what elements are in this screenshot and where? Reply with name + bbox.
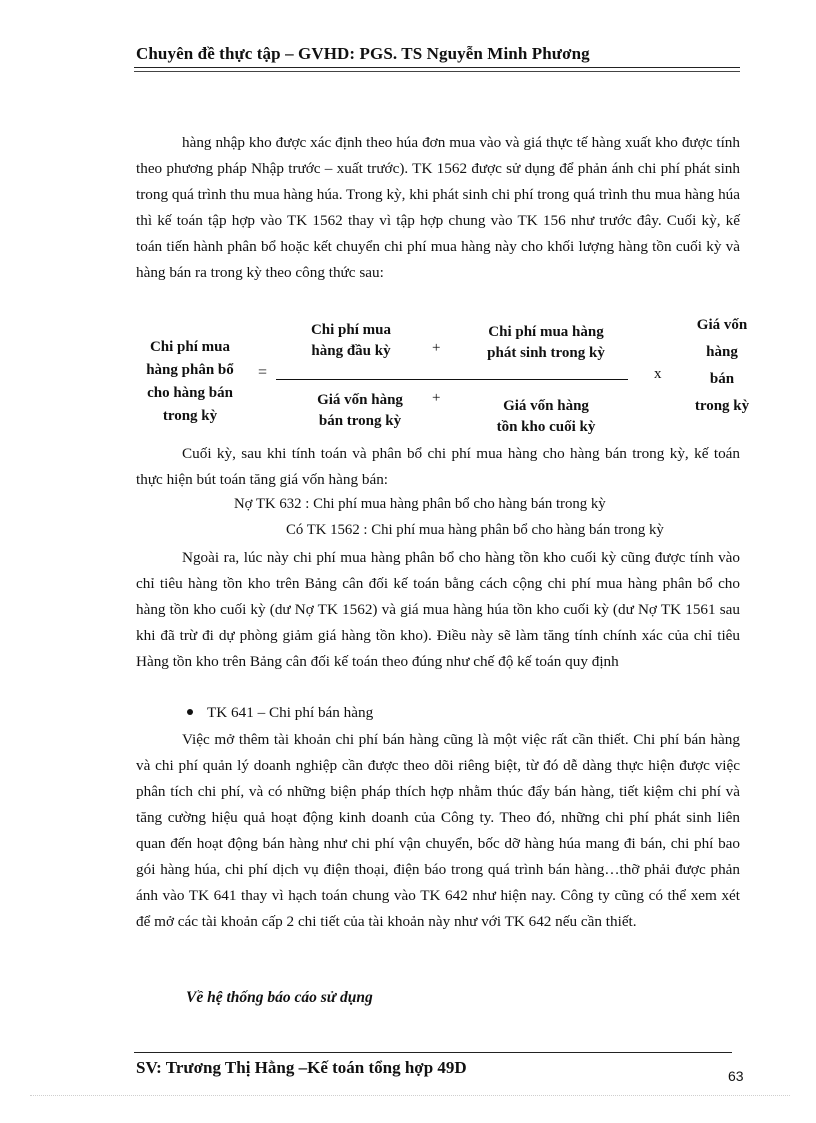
- formula-lhs: [136, 336, 244, 428]
- formula-lhs-line: trong kỳ: [162, 408, 218, 424]
- paragraph-2-block: [136, 441, 740, 493]
- formula-numerator-2: [466, 322, 626, 364]
- header-rule: [134, 67, 740, 68]
- formula-equals: =: [258, 364, 268, 381]
- journal-entry-credit: Có TK 1562 : Chi phí mua hàng phân bổ cho hàng bán trong kỳ: [286, 522, 664, 538]
- formula-text-line: hàng: [706, 344, 738, 360]
- page-header: Chuyên đề thực tập – GVHD: PGS. TS Nguyễn Minh Phương: [136, 44, 590, 63]
- formula-multiplier: [682, 312, 762, 420]
- formula-text-line: Giá vốn hàng: [317, 392, 403, 408]
- header-rule-thin: [134, 71, 740, 72]
- bullet-text: TK 641 – Chi phí bán hàng: [207, 704, 374, 721]
- formula-denominator-1: [296, 390, 424, 432]
- paragraph-3: Ngoài ra, lúc này chi phí mua hàng phân bổ cho hàng tồn kho cuối kỳ cũng được tính vào chỉ tiêu hàng tồn kho trên Bảng cân đối kế toán bằng cách cộng chi phí mua hàng phân bổ cho hàng tồn kho cuối kỳ (dư Nợ TK 1562) và giá mua hàng húa tồn kho cuối kỳ (dư Nợ TK 1561 sau khi đã trừ đi dự phòng giảm giá hàng tồn kho). Điều này sẽ làm tăng tính chính xác của chỉ tiêu Hàng tồn kho trên Bảng cân đối kế toán theo đúng như chế độ kế toán quy định: [136, 549, 740, 670]
- formula-text-line: phát sinh trong kỳ: [487, 345, 605, 361]
- fraction-bar: [276, 379, 628, 380]
- page-number: 63: [728, 1068, 744, 1084]
- allocation-formula: [136, 310, 756, 440]
- paragraph-1-block: [136, 130, 740, 286]
- formula-plus-top: +: [432, 340, 441, 356]
- formula-text-line: bán trong kỳ: [318, 413, 402, 429]
- formula-lhs-line: hàng phân bổ: [146, 362, 234, 378]
- formula-times: x: [654, 366, 662, 382]
- section-subheading: Về hệ thống báo cáo sử dụng: [186, 989, 373, 1006]
- formula-plus-bottom: +: [432, 390, 441, 406]
- page-break-line: [30, 1095, 790, 1096]
- bullet-item: [187, 704, 373, 722]
- formula-numerator-1: [286, 320, 416, 362]
- paragraph-1: hàng nhập kho được xác định theo húa đơn mua vào và giá thực tế hàng xuất kho được tính theo phương pháp Nhập trước – xuất trước). TK 1562 được sử dụng để phản ánh chi phí phát sinh trong quá trình thu mua hàng húa. Trong kỳ, khi phát sinh chi phí trong quá trình thu mua hàng húa thì kế toán tập hợp vào TK 1562 thay vì tập hợp chung vào TK 156 như trước đây. Cuối kỳ, kế toán tiến hành phân bổ hoặc kết chuyển chi phí mua hàng này cho khối lượng hàng tồn cuối kỳ và hàng bán ra trong kỳ theo công thức sau:: [136, 134, 740, 281]
- formula-text-line: Chi phí mua: [310, 322, 392, 338]
- paragraph-4-block: [136, 727, 740, 935]
- formula-lhs-line: cho hàng bán: [147, 385, 233, 401]
- formula-lhs-line: Chi phí mua: [149, 339, 231, 355]
- formula-denominator-2: [476, 396, 616, 438]
- journal-entry-debit: Nợ TK 632 : Chi phí mua hàng phân bổ cho hàng bán trong kỳ: [234, 496, 606, 512]
- paragraph-3-block: [136, 545, 740, 675]
- formula-text-line: tồn kho cuối kỳ: [496, 419, 596, 435]
- formula-text-line: Giá vốn: [696, 317, 748, 333]
- formula-text-line: Giá vốn hàng: [503, 398, 589, 414]
- paragraph-2: Cuối kỳ, sau khi tính toán và phân bổ chi phí mua hàng cho hàng bán trong kỳ, kế toán thực hiện bút toán tăng giá vốn hàng bán:: [136, 445, 740, 488]
- formula-text-line: hàng đầu kỳ: [311, 343, 391, 359]
- bullet-dot-icon: [187, 709, 193, 715]
- formula-text-line: Chi phí mua hàng: [488, 324, 604, 340]
- formula-text-line: trong kỳ: [694, 398, 750, 414]
- formula-text-line: bán: [709, 371, 735, 387]
- footer-rule: [134, 1052, 732, 1053]
- page-footer: SV: Trương Thị Hằng –Kế toán tổng hợp 49D: [136, 1058, 467, 1077]
- paragraph-4: Việc mở thêm tài khoản chi phí bán hàng cũng là một việc rất cần thiết. Chi phí bán hàng và chi phí quản lý doanh nghiệp cần được theo dõi riêng biệt, từ đó dễ dàng thực hiện được việc phân tích chi phí, và có những biện pháp thích hợp nhằm thúc đẩy bán hàng, tiết kiệm chi phí và tăng cường hiệu quả hoạt động kinh doanh của Công ty. Theo đó, những chi phí phát sinh liên quan đến hoạt động bán hàng như chi phí vận chuyển, bốc dỡ hàng húa mang đi bán, chi phí bao gói hàng húa, chi phí dịch vụ điện thoại, điện báo trong quá trình bán hàng…thỡ phải được phản ánh vào TK 641 thay vì hạch toán chung vào TK 642 như hiện nay. Công ty cũng có thể xem xét để mở các tài khoản cấp 2 chi tiết của tài khoản này như với TK 642 nếu cần thiết.: [136, 731, 740, 930]
